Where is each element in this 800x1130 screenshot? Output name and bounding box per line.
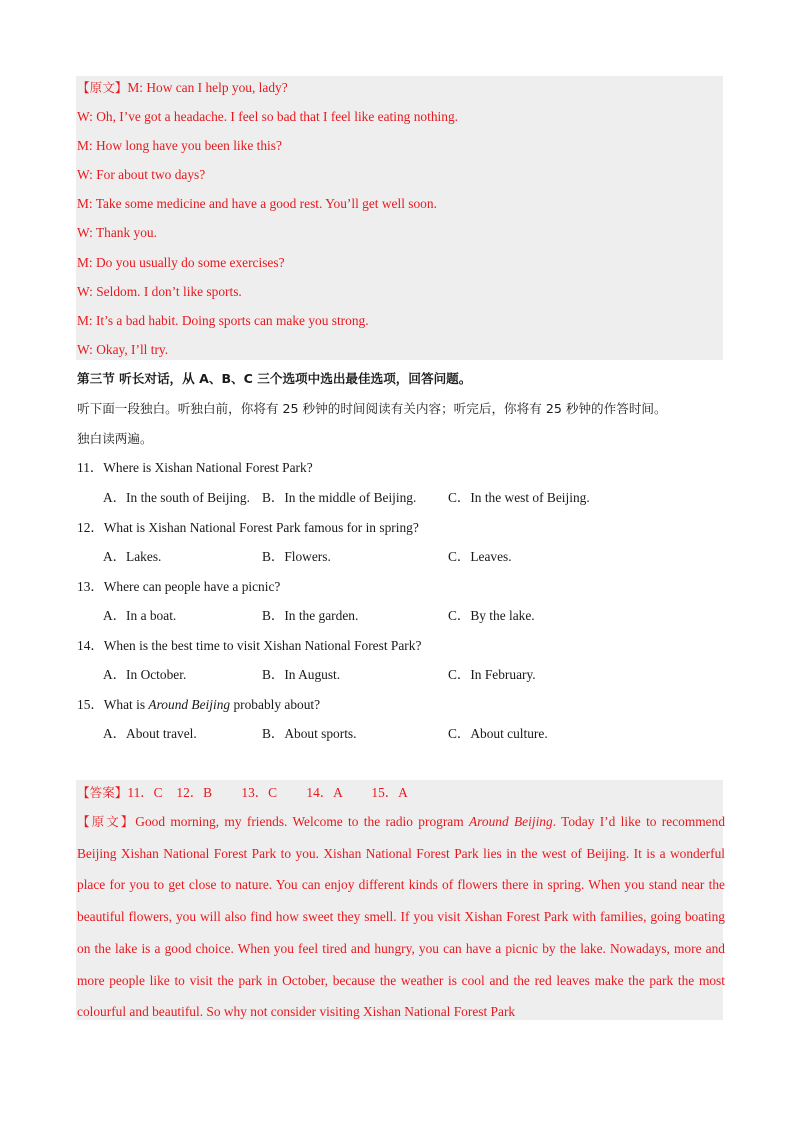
dialogue-line: W: Okay, I’ll try. (77, 342, 169, 357)
option-b: B．About sports. (262, 726, 357, 741)
option-a: A．Lakes. (103, 549, 162, 564)
dialogue-line: M: Do you usually do some exercises? (77, 255, 285, 270)
dialogue-line: M: How long have you been like this? (77, 138, 282, 153)
section-heading: 第三节 听长对话，从 A、B、C 三个选项中选出最佳选项，回答问题。 (77, 371, 472, 386)
answer-item: 13．C (241, 785, 278, 800)
option-c: C．Leaves. (448, 549, 512, 564)
section-instruction: 独白读两遍。 (77, 431, 153, 446)
answer-item: 14．A (306, 785, 343, 800)
answer-item: 15．A (371, 785, 408, 800)
dialogue-line: W: Seldom. I don’t like sports. (77, 284, 242, 299)
answer-line (77, 783, 408, 803)
question-12: 12．What is Xishan National Forest Park famous for in spring? (77, 520, 419, 535)
option-b: B．Flowers. (262, 549, 331, 564)
answer-item: 12．B (176, 785, 213, 800)
answer-label: 【答案】 (77, 785, 128, 800)
option-b: B．In the middle of Beijing. (262, 490, 417, 505)
option-b: B．In August. (262, 667, 341, 682)
section-instruction: 听下面一段独白。听独白前，你将有 25 秒钟的时间阅读有关内容；听完后，你将有 25 秒钟的作答时间。 (77, 401, 667, 416)
transcript-paragraph: 【原文】Good morning, my friends. Welcome to the radio program Around Beijing. Today I’d like to recommend Beijing Xishan National Forest Park to you. Xishan National Forest Park lies in the west of Beijing. It is a wonderful place for you to get close to nature. You can enjoy different kinds of flowers there in spring. When you stand near the beautiful flowers, you will also find how sweet they smell. If you visit Xishan Forest Park with families, going boating on the lake is a good choice. When you feel tired and hungry, you can have a picnic by the lake. Nowadays, more and more people like to visit the park in October, because the weather is cool and the red leaves make the park the most colourful and beautiful. So why not consider visiting Xishan National Forest Park (77, 814, 726, 1020)
option-c: C．By the lake. (448, 608, 535, 623)
question-13: 13．Where can people have a picnic? (77, 579, 281, 594)
answer-item: 11．C (127, 785, 163, 800)
question-15: 15．What is Around Beijing probably about? (77, 697, 321, 712)
dialogue-label: 【原文】 (77, 80, 128, 95)
option-b: B．In the garden. (262, 608, 359, 623)
dialogue-line: W: For about two days? (77, 167, 206, 182)
dialogue-line: M: Take some medicine and have a good rest. You’ll get well soon. (77, 196, 437, 211)
option-c: C．In the west of Beijing. (448, 490, 590, 505)
option-a: A．About travel. (103, 726, 197, 741)
transcript-label: 【原文】 (77, 814, 136, 829)
option-c: C．About culture. (448, 726, 548, 741)
option-a: A．In a boat. (103, 608, 177, 623)
dialogue-line: W: Thank you. (77, 225, 157, 240)
question-11: 11．Where is Xishan National Forest Park? (77, 460, 313, 475)
dialogue-line: W: Oh, I’ve got a headache. I feel so bad that I feel like eating nothing. (77, 109, 458, 124)
dialogue-line: M: It’s a bad habit. Doing sports can make you strong. (77, 313, 369, 328)
option-c: C．In February. (448, 667, 536, 682)
option-a: A．In October. (103, 667, 187, 682)
question-14: 14．When is the best time to visit Xishan National Forest Park? (77, 638, 422, 653)
option-a: A．In the south of Beijing. (103, 490, 250, 505)
dialogue-line: 【原文】M: How can I help you, lady? (77, 80, 288, 95)
